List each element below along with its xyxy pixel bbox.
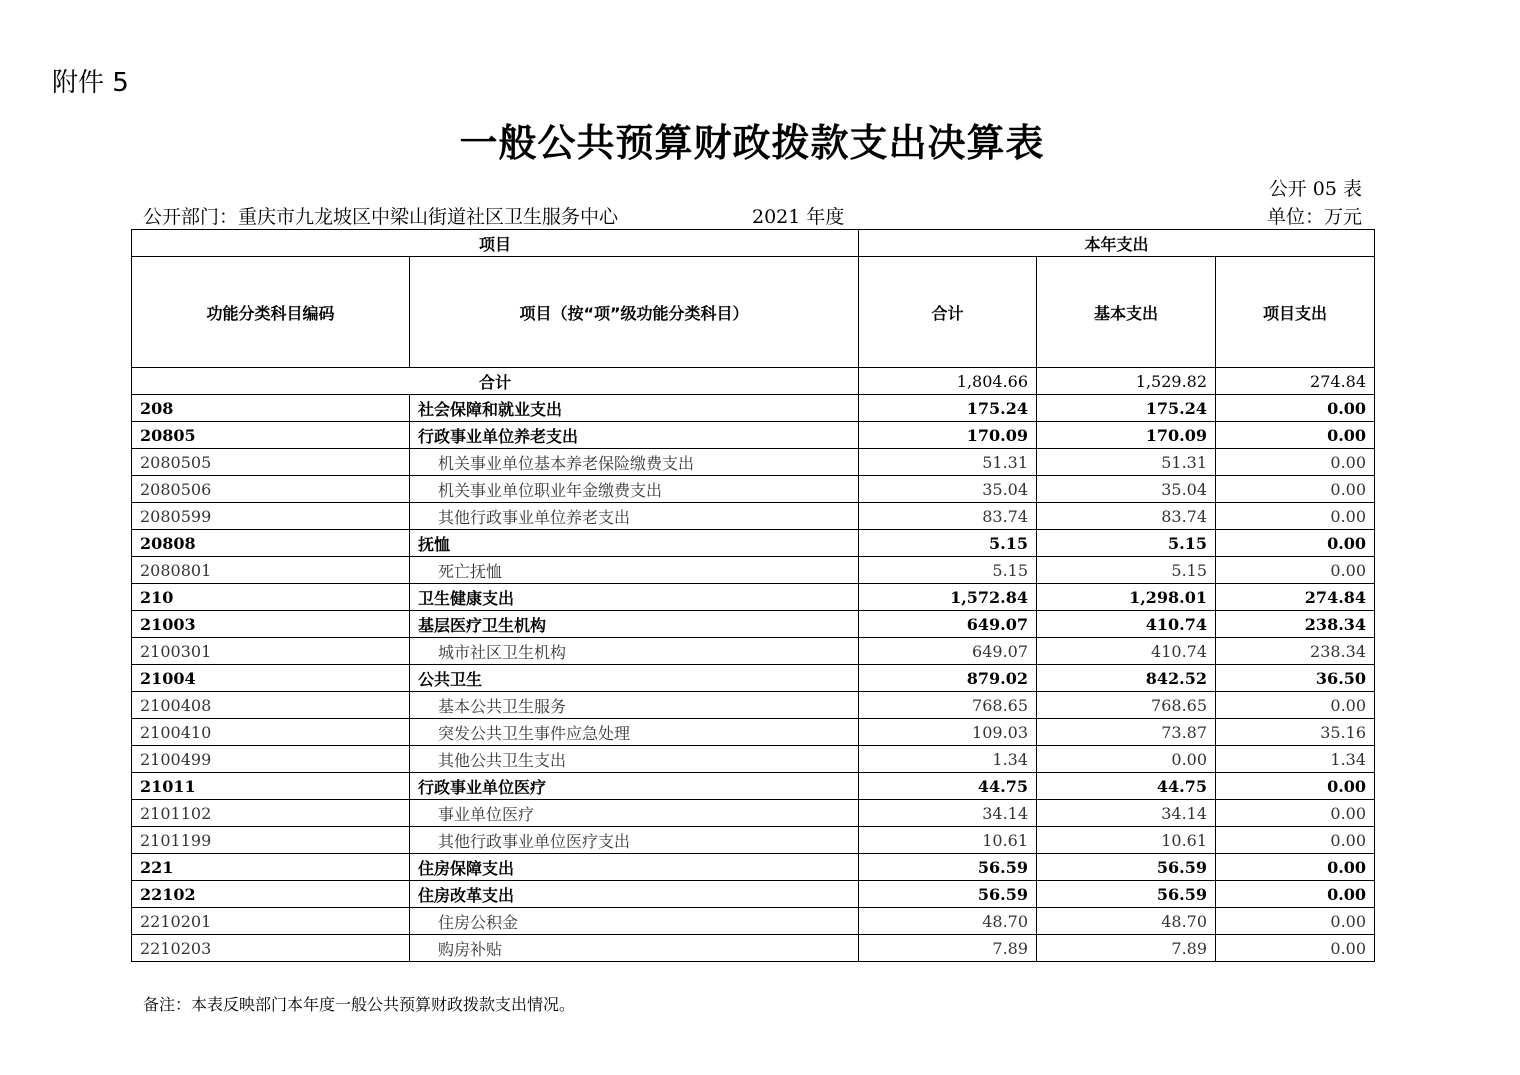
row-name: 机关事业单位职业年金缴费支出 (410, 476, 859, 503)
row-basic: 5.15 (1037, 557, 1216, 584)
header-code: 功能分类科目编码 (132, 257, 410, 368)
row-name: 其他公共卫生支出 (410, 746, 859, 773)
row-total: 649.07 (859, 611, 1037, 638)
row-project: 0.00 (1216, 881, 1375, 908)
row-project: 0.00 (1216, 773, 1375, 800)
row-code: 221 (132, 854, 410, 881)
table-row (132, 746, 1375, 773)
table-row (132, 908, 1375, 935)
row-name: 城市社区卫生机构 (410, 638, 859, 665)
table-row (132, 584, 1375, 611)
row-basic: 35.04 (1037, 476, 1216, 503)
row-total: 56.59 (859, 881, 1037, 908)
page-title: 一般公共预算财政拨款支出决算表 (459, 120, 1045, 165)
row-basic: 1,298.01 (1037, 584, 1216, 611)
row-code: 21003 (132, 611, 410, 638)
row-code: 2101102 (132, 800, 410, 827)
row-project: 0.00 (1216, 530, 1375, 557)
row-project: 274.84 (1216, 584, 1375, 611)
unit-label: 单位：万元 (1266, 206, 1362, 228)
row-project: 238.34 (1216, 638, 1375, 665)
total-project: 274.84 (1216, 368, 1375, 395)
row-basic: 51.31 (1037, 449, 1216, 476)
row-project: 0.00 (1216, 476, 1375, 503)
row-code: 20808 (132, 530, 410, 557)
header-total: 合计 (859, 257, 1037, 368)
row-basic: 410.74 (1037, 638, 1216, 665)
row-name: 死亡抚恤 (410, 557, 859, 584)
row-name: 住房公积金 (410, 908, 859, 935)
header-basic: 基本支出 (1037, 257, 1216, 368)
row-basic: 73.87 (1037, 719, 1216, 746)
row-project: 0.00 (1216, 395, 1375, 422)
row-total: 48.70 (859, 908, 1037, 935)
table-row (132, 665, 1375, 692)
table-row (132, 935, 1375, 962)
header-this-year: 本年支出 (859, 230, 1375, 257)
table-row (132, 719, 1375, 746)
fiscal-year: 2021 年度 (752, 206, 845, 228)
row-total: 44.75 (859, 773, 1037, 800)
row-name: 机关事业单位基本养老保险缴费支出 (410, 449, 859, 476)
row-name: 社会保障和就业支出 (410, 395, 859, 422)
row-basic: 0.00 (1037, 746, 1216, 773)
row-basic: 5.15 (1037, 530, 1216, 557)
table-row (132, 530, 1375, 557)
row-code: 2100499 (132, 746, 410, 773)
row-code: 2080505 (132, 449, 410, 476)
row-total: 768.65 (859, 692, 1037, 719)
row-basic: 768.65 (1037, 692, 1216, 719)
row-project: 0.00 (1216, 908, 1375, 935)
form-number: 公开 05 表 (1268, 178, 1362, 200)
row-name: 住房改革支出 (410, 881, 859, 908)
table-row (132, 881, 1375, 908)
row-name: 公共卫生 (410, 665, 859, 692)
table-row (132, 449, 1375, 476)
row-code: 2080599 (132, 503, 410, 530)
row-total: 879.02 (859, 665, 1037, 692)
row-basic: 56.59 (1037, 854, 1216, 881)
row-project: 0.00 (1216, 935, 1375, 962)
header-project-expenditure: 项目支出 (1216, 257, 1375, 368)
row-total: 35.04 (859, 476, 1037, 503)
department-label: 公开部门：重庆市九龙坡区中梁山街道社区卫生服务中心 (143, 206, 619, 228)
row-name: 购房补贴 (410, 935, 859, 962)
row-project: 238.34 (1216, 611, 1375, 638)
table-row (132, 476, 1375, 503)
table-row (132, 611, 1375, 638)
row-code: 2210203 (132, 935, 410, 962)
row-project: 0.00 (1216, 800, 1375, 827)
row-project: 0.00 (1216, 449, 1375, 476)
row-name: 基本公共卫生服务 (410, 692, 859, 719)
row-project: 1.34 (1216, 746, 1375, 773)
row-basic: 842.52 (1037, 665, 1216, 692)
row-code: 2210201 (132, 908, 410, 935)
row-code: 208 (132, 395, 410, 422)
row-total: 5.15 (859, 557, 1037, 584)
row-basic: 170.09 (1037, 422, 1216, 449)
row-code: 2100408 (132, 692, 410, 719)
row-code: 2101199 (132, 827, 410, 854)
row-code: 2100410 (132, 719, 410, 746)
row-code: 2080506 (132, 476, 410, 503)
row-code: 210 (132, 584, 410, 611)
row-total: 83.74 (859, 503, 1037, 530)
row-project: 0.00 (1216, 854, 1375, 881)
attachment-label: 附件 5 (52, 68, 129, 98)
row-project: 0.00 (1216, 557, 1375, 584)
row-code: 22102 (132, 881, 410, 908)
row-name: 抚恤 (410, 530, 859, 557)
row-name: 基层医疗卫生机构 (410, 611, 859, 638)
row-name: 行政事业单位养老支出 (410, 422, 859, 449)
footnote: 备注：本表反映部门本年度一般公共预算财政拨款支出情况。 (143, 995, 576, 1014)
table-row (132, 800, 1375, 827)
row-basic: 410.74 (1037, 611, 1216, 638)
row-name: 其他行政事业单位医疗支出 (410, 827, 859, 854)
table-row (132, 638, 1375, 665)
row-code: 2080801 (132, 557, 410, 584)
row-name: 其他行政事业单位养老支出 (410, 503, 859, 530)
total-label: 合计 (132, 368, 859, 395)
row-total: 109.03 (859, 719, 1037, 746)
row-total: 175.24 (859, 395, 1037, 422)
row-project: 36.50 (1216, 665, 1375, 692)
row-basic: 83.74 (1037, 503, 1216, 530)
row-code: 20805 (132, 422, 410, 449)
table-row (132, 395, 1375, 422)
row-name: 突发公共卫生事件应急处理 (410, 719, 859, 746)
row-basic: 10.61 (1037, 827, 1216, 854)
row-name: 卫生健康支出 (410, 584, 859, 611)
table-row (132, 827, 1375, 854)
row-project: 0.00 (1216, 422, 1375, 449)
table-row (132, 422, 1375, 449)
expenditure-table (131, 229, 1375, 962)
row-total: 10.61 (859, 827, 1037, 854)
header-name: 项目（按“项”级功能分类科目） (410, 257, 859, 368)
row-basic: 7.89 (1037, 935, 1216, 962)
row-code: 21011 (132, 773, 410, 800)
total-sum: 1,804.66 (859, 368, 1037, 395)
row-name: 行政事业单位医疗 (410, 773, 859, 800)
row-project: 0.00 (1216, 827, 1375, 854)
table-row (132, 692, 1375, 719)
row-total: 34.14 (859, 800, 1037, 827)
row-total: 56.59 (859, 854, 1037, 881)
row-name: 住房保障支出 (410, 854, 859, 881)
header-project: 项目 (132, 230, 859, 257)
row-project: 35.16 (1216, 719, 1375, 746)
row-total: 1,572.84 (859, 584, 1037, 611)
row-total: 51.31 (859, 449, 1037, 476)
row-code: 2100301 (132, 638, 410, 665)
row-project: 0.00 (1216, 503, 1375, 530)
row-basic: 44.75 (1037, 773, 1216, 800)
row-name: 事业单位医疗 (410, 800, 859, 827)
table-row (132, 773, 1375, 800)
row-basic: 48.70 (1037, 908, 1216, 935)
row-total: 170.09 (859, 422, 1037, 449)
table-row (132, 503, 1375, 530)
row-project: 0.00 (1216, 692, 1375, 719)
row-code: 21004 (132, 665, 410, 692)
row-basic: 34.14 (1037, 800, 1216, 827)
row-total: 649.07 (859, 638, 1037, 665)
row-total: 1.34 (859, 746, 1037, 773)
row-total: 7.89 (859, 935, 1037, 962)
row-total: 5.15 (859, 530, 1037, 557)
table-row (132, 854, 1375, 881)
total-basic: 1,529.82 (1037, 368, 1216, 395)
total-row (132, 368, 1375, 395)
table-row (132, 557, 1375, 584)
row-basic: 175.24 (1037, 395, 1216, 422)
row-basic: 56.59 (1037, 881, 1216, 908)
